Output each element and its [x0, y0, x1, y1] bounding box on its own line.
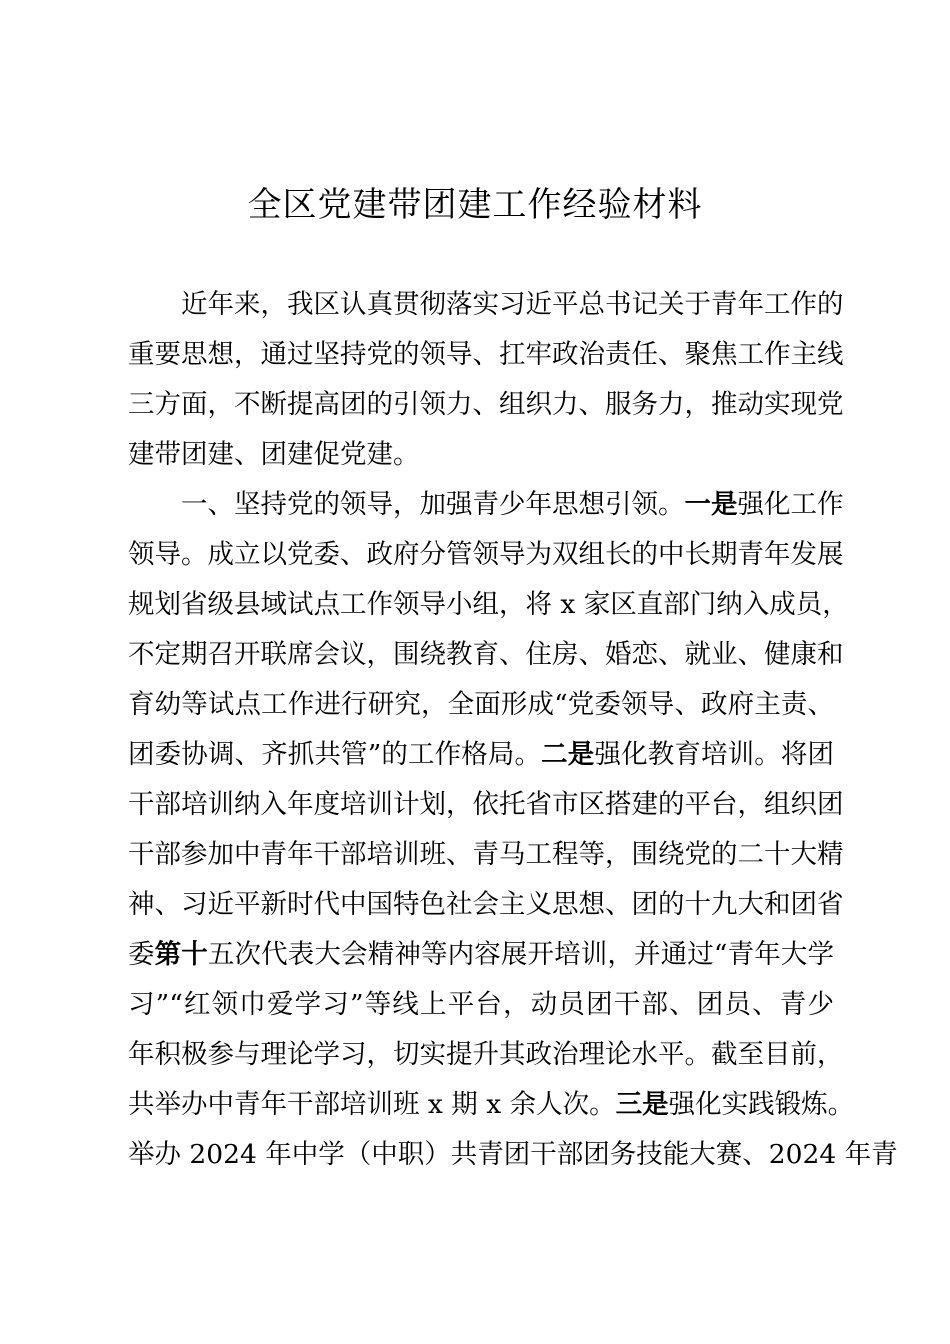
text-segment: 强化教育培训。将团 [594, 739, 834, 770]
text-segment: 共举办中青年干部培训班 x 期 x 余人次。 [128, 1089, 616, 1120]
text-line: 规划省级县域试点工作领导小组，将 x 家区直部门纳入成员， [128, 589, 849, 620]
text-line: 育幼等试点工作进行研究，全面形成“党委领导、政府主责、 [128, 689, 834, 720]
bold-text-segment: 第十 [154, 939, 208, 970]
text-segment: 强化实践锻炼。 [668, 1089, 855, 1120]
text-line: 近年来，我区认真贯彻落实习近平总书记关于青年工作的 [181, 289, 844, 320]
text-segment: 团委协调、齐抓共管”的工作格局。 [128, 739, 542, 770]
text-line: 领导。成立以党委、政府分管领导为双组长的中长期青年发展 [128, 539, 844, 570]
text-line: 举办 2024 年中学（中职）共青团干部团务技能大赛、2024 年青 [128, 1139, 898, 1170]
document-title: 全区党建带团建工作经验材料 [247, 185, 703, 225]
text-segment: 委 [128, 939, 155, 970]
text-segment: 五次代表大会精神等内容展开培训，并通过“青年大学 [207, 939, 834, 970]
text-line: 神、习近平新时代中国特色社会主义思想、团的十九大和团省 [128, 889, 844, 920]
text-line [128, 1080, 855, 1130]
bold-text-segment: 二是 [541, 739, 595, 770]
text-line: 不定期召开联席会议，围绕教育、住房、婚恋、就业、健康和 [128, 639, 844, 670]
text-line: 建带团建、团建促党建。 [128, 439, 420, 470]
text-line: 干部参加中青年干部培训班、青马工程等，围绕党的二十大精 [128, 839, 844, 870]
text-line [128, 730, 834, 780]
text-line: 重要思想，通过坚持党的领导、扛牢政治责任、聚焦工作主线 [128, 339, 844, 370]
text-segment: 一、坚持党的领导，加强青少年思想引领。 [181, 489, 685, 520]
text-line: 年积极参与理论学习，切实提升其政治理论水平。截至目前， [128, 1039, 844, 1070]
text-line [128, 930, 834, 980]
document-body [128, 280, 898, 1180]
text-line: 三方面，不断提高团的引领力、组织力、服务力，推动实现党 [128, 389, 844, 420]
text-line: 习”“红领巾爱学习”等线上平台，动员团干部、团员、青少 [128, 989, 834, 1020]
text-line: 干部培训纳入年度培训计划，依托省市区搭建的平台，组织团 [128, 789, 844, 820]
text-segment: 强化工作 [737, 489, 844, 520]
bold-text-segment: 三是 [615, 1089, 669, 1120]
bold-text-segment: 一是 [684, 489, 738, 520]
text-line [128, 480, 844, 530]
